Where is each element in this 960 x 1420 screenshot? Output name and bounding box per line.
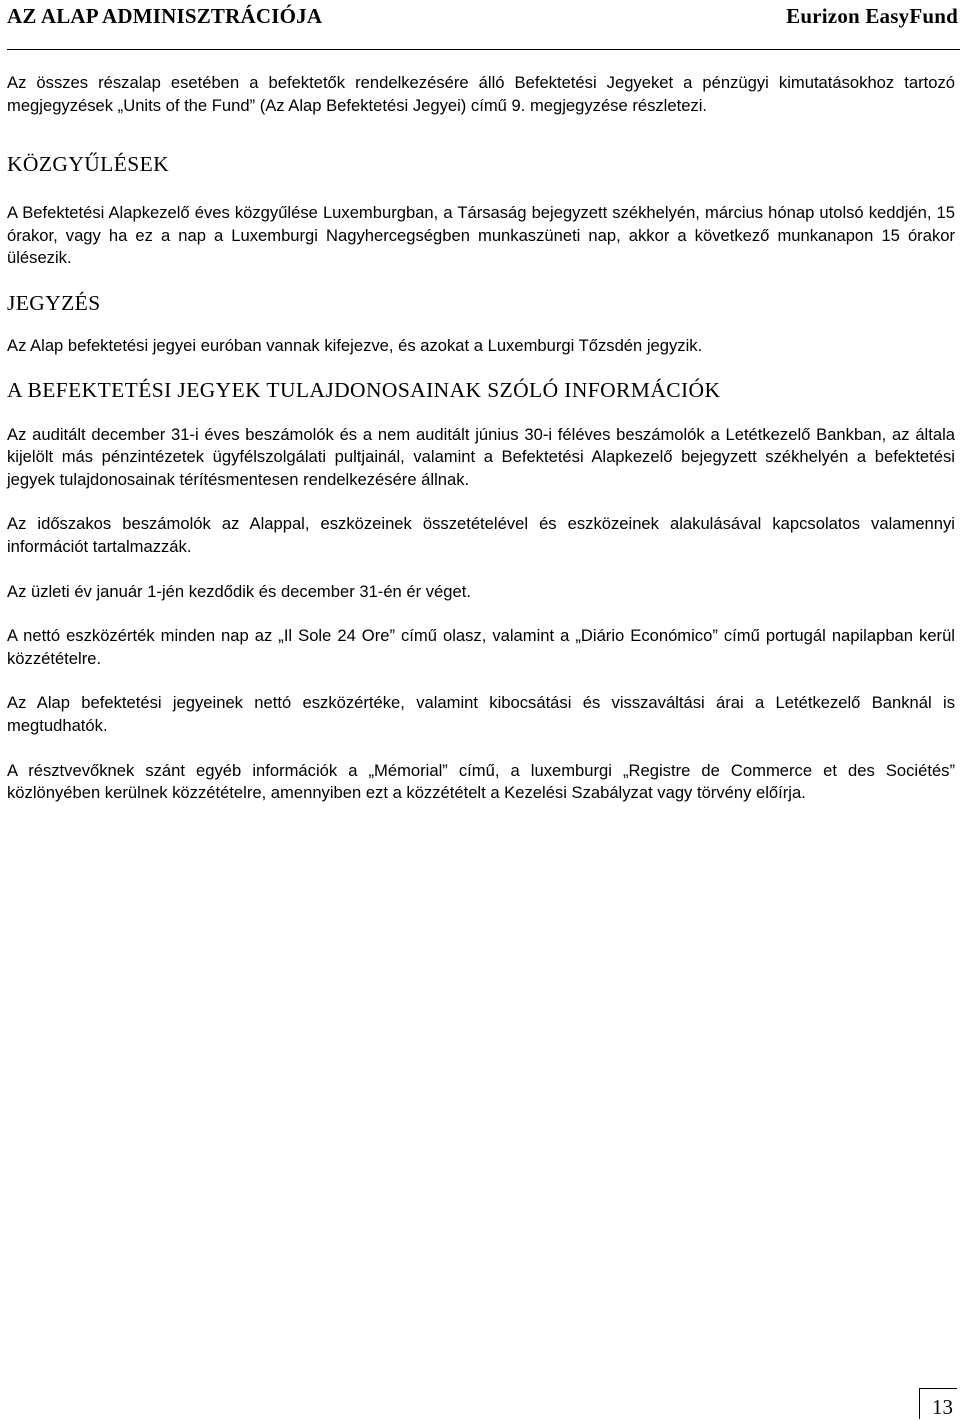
document-body bbox=[7, 72, 955, 805]
tulajdonosok-paragraph-5: Az Alap befektetési jegyeinek nettó eszközértéke, valamint kibocsátási és visszaváltási árai a Letétkezelő Banknál is megtudhatók. bbox=[7, 693, 955, 735]
tulajdonosok-paragraph-1: Az auditált december 31-i éves beszámolók és a nem auditált június 30-i féléves beszámolók a Letétkezelő Bankban, az általa kijelölt más pénzintézetek ügyfélszolgálati pultjainál, valamint a Befektetési Alapkezelő bejegyzett székhelyén a befektetési jegyek tulajdonosainak térítésmentesen rendelkezésére állnak. bbox=[7, 424, 955, 489]
kozgyulesek-paragraph: A Befektetési Alapkezelő éves közgyűlése Luxemburgban, a Társaság bejegyzett székhelyén, március hónap utolsó keddjén, 15 órakor, vagy ha ez a nap a Luxemburgi Nagyhercegségben munkaszüneti nap, akkor a következő munkanapon 15 órakor ülésezik. bbox=[7, 203, 955, 268]
intro-paragraph: Az összes részalap esetében a befektetők rendelkezésére álló Befektetési Jegyeket a pénzügyi kimutatásokhoz tartozó megjegyzések „Units of the Fund” (Az Alap Befektetési Jegyei) című 9. megjegyzése részletezi. bbox=[7, 73, 955, 115]
jegyzes-paragraph: Az Alap befektetési jegyei euróban vannak kifejezve, és azokat a Luxemburgi Tőzsdén jegyzik. bbox=[7, 335, 703, 355]
page-number: 13 bbox=[932, 1395, 953, 1419]
tulajdonosok-paragraph-4: A nettó eszközérték minden nap az „Il Sole 24 Ore” című olasz, valamint a „Diário Económico” című portugál napilapban kerül közzétételre. bbox=[7, 626, 955, 668]
heading-jegyzes: JEGYZÉS bbox=[7, 290, 101, 315]
tulajdonosok-paragraph-3: Az üzleti év január 1-jén kezdődik és december 31-én ér véget. bbox=[7, 581, 471, 601]
page-header bbox=[7, 0, 960, 50]
tulajdonosok-paragraph-2: Az időszakos beszámolók az Alappal, eszközeinek összetételével és eszközeinek alakulásával kapcsolatos valamennyi információt tartalmazzák. bbox=[7, 514, 955, 556]
page-number-box bbox=[919, 1388, 957, 1419]
tulajdonosok-paragraph-6: A résztvevőknek szánt egyéb információk a „Mémorial” című, a luxemburgi „Registre de Commerce et des Sociétés” közlönyében kerülnek közzétételre, amennyiben ezt a közzétételt a Kezelési Szabályzat vagy törvény előírja. bbox=[7, 760, 955, 803]
heading-kozgyulesek: KÖZGYŰLÉSEK bbox=[7, 152, 170, 177]
header-title: AZ ALAP ADMINISZTRÁCIÓJA bbox=[7, 4, 323, 28]
heading-tulajdonosok: A BEFEKTETÉSI JEGYEK TULAJDONOSAINAK SZÓLÓ INFORMÁCIÓK bbox=[7, 377, 721, 402]
header-fund-name: Eurizon EasyFund bbox=[786, 4, 958, 28]
